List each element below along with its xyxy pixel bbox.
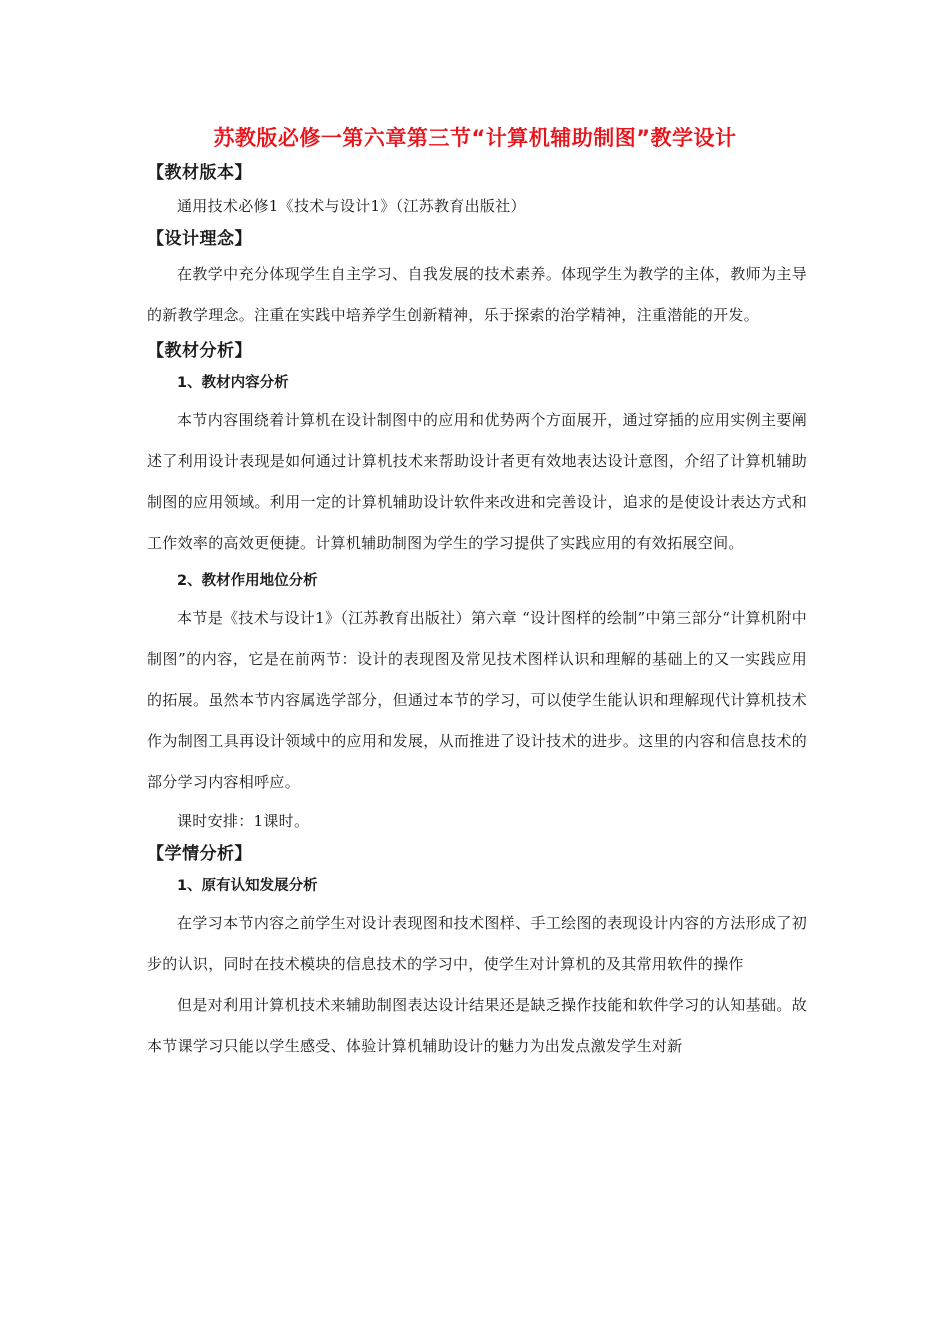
prior-cognition-paragraph-2: 但是对利用计算机技术来辅助制图表达设计结果还是缺乏操作技能和软件学习的认知基础。故本节课学习只能以学生感受、体验计算机辅助设计的魅力为出发点激发学生对新	[147, 996, 807, 1055]
section-heading-analysis: 【教材分析】	[147, 341, 252, 361]
subheading-prior-cognition: 1、原有认知发展分析	[177, 878, 318, 894]
content-analysis-paragraph: 本节内容围绕着计算机在设计制图中的应用和优势两个方面展开，通过穿插的应用实例主要阐述了利用设计表现是如何通过计算机技术来帮助设计者更有效地表达设计意图，介绍了计算机辅助制图的应用领域。利用一定的计算机辅助设计软件来改进和完善设计，追求的是使设计表达方式和工作效率的高效更便捷。计算机辅助制图为学生的学习提供了实践应用的有效拓展空间。	[147, 411, 807, 552]
section-heading-learner: 【学情分析】	[147, 844, 252, 864]
prior-cognition-paragraph-1: 在学习本节内容之前学生对设计表现图和技术图样、手工绘图的表现设计内容的方法形成了初步的认识，同时在技术模块的信息技术的学习中，使学生对计算机的及其常用软件的操作	[147, 914, 807, 973]
document-title: 苏教版必修一第六章第三节“计算机辅助制图”教学设计	[213, 126, 737, 150]
class-schedule-text: 课时安排：1课时。	[177, 812, 310, 830]
textbook-edition-text: 通用技术必修1《技术与设计1》（江苏教育出版社）	[177, 197, 526, 215]
subheading-role-analysis: 2、教材作用地位分析	[177, 573, 318, 589]
role-analysis-paragraph: 本节是《技术与设计1》（江苏教育出版社）第六章 “设计图样的绘制”中第三部分“计算机附中制图”的内容，它是在前两节：设计的表现图及常见技术图样认识和理解的基础上的又一实践应用的拓展。虽然本节内容属选学部分，但通过本节的学习，可以使学生能认识和理解现代计算机技术作为制图工具再设计领域中的应用和发展，从而推进了设计技术的进步。这里的内容和信息技术的部分学习内容相呼应。	[147, 609, 807, 791]
document-body	[147, 158, 807, 1067]
section-heading-textbook: 【教材版本】	[147, 163, 252, 183]
section-heading-concept: 【设计理念】	[147, 229, 252, 249]
subheading-content-analysis: 1、教材内容分析	[177, 375, 289, 391]
concept-paragraph: 在教学中充分体现学生自主学习、自我发展的技术素养。体现学生为教学的主体，教师为主导的新教学理念。注重在实践中培养学生创新精神，乐于探索的治学精神，注重潜能的开发。	[147, 265, 807, 324]
